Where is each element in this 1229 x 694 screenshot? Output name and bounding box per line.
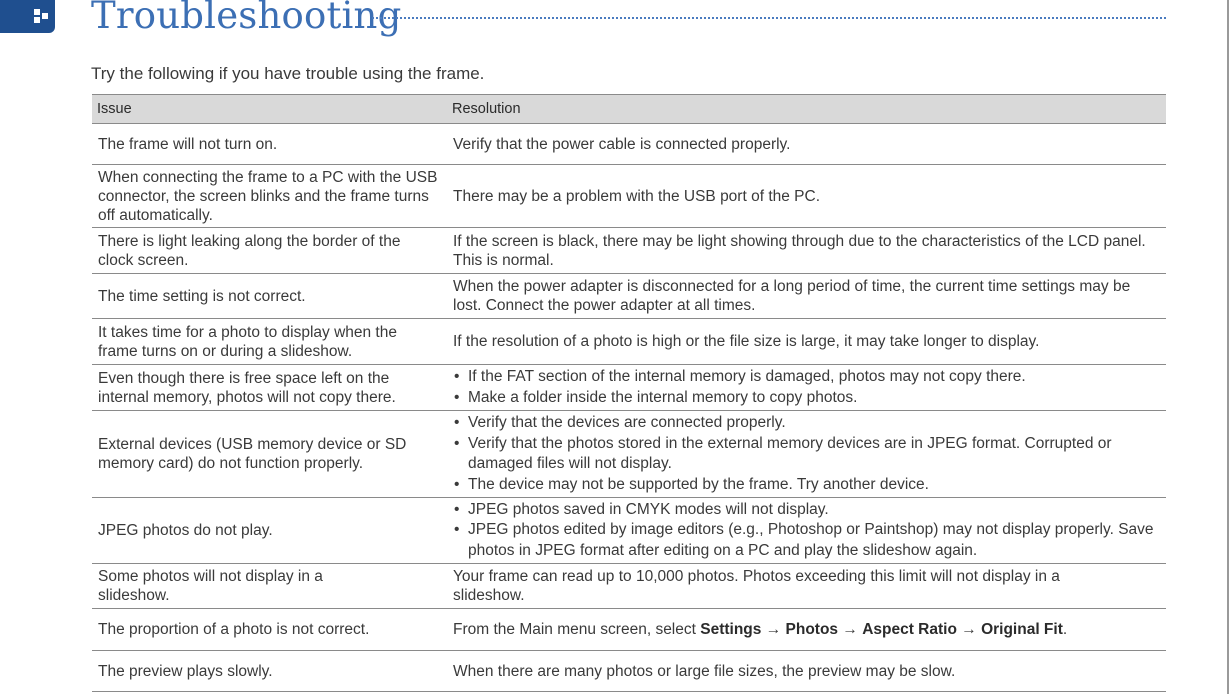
issue-cell: When connecting the frame to a PC with the USB connector, the screen blinks and the frame turns off automatically.: [92, 165, 447, 228]
resolution-cell: There may be a problem with the USB port of the PC.: [447, 165, 1166, 228]
issue-cell: The frame will not turn on.: [92, 124, 447, 165]
troubleshooting-table: [92, 94, 1166, 692]
resolution-bullet: • Verify that the photos stored in the external memory devices are in JPEG format. Corrupted or damaged files will not display.: [454, 434, 1112, 472]
title-divider: [372, 17, 1166, 19]
issue-cell: It takes time for a photo to display when the frame turns on or during a slideshow.: [92, 319, 447, 365]
resolution-bullet: • If the FAT section of the internal memory is damaged, photos may not copy there.: [454, 368, 1026, 385]
table-row: [92, 411, 1166, 498]
issue-cell: There is light leaking along the border of the clock screen.: [92, 228, 447, 274]
table-row: [92, 274, 1166, 319]
resolution-bullet-list: [453, 500, 1162, 562]
resolution-cell: If the screen is black, there may be light showing through due to the characteristics of the LCD panel. This is normal.: [447, 228, 1166, 274]
issue-cell: JPEG photos do not play.: [92, 498, 447, 564]
resolution-bullet: • The device may not be supported by the frame. Try another device.: [454, 475, 929, 493]
issue-cell: Some photos will not display in a slideshow.: [92, 564, 447, 609]
resolution-bullet: • JPEG photos edited by image editors (e.g., Photoshop or Paintshop) may not display properly. Save photos in JPEG format after editing on a PC and play the slideshow again.: [454, 521, 1154, 559]
issue-cell: The proportion of a photo is not correct.: [92, 609, 447, 651]
resolution-cell: [447, 365, 1166, 411]
table-row: [92, 651, 1166, 692]
resolution-cell: [447, 411, 1166, 498]
section-marker: [0, 0, 55, 33]
issue-column-header: Issue: [92, 95, 447, 124]
resolution-cell: When there are many photos or large file sizes, the preview may be slow.: [447, 651, 1166, 692]
issue-cell: External devices (USB memory device or SD memory card) do not function properly.: [92, 411, 447, 498]
table-row: [92, 124, 1166, 165]
section-marker-icon: [34, 9, 48, 23]
table-row: [92, 165, 1166, 228]
menu-step-photos: Photos: [785, 621, 839, 638]
table-row: [92, 319, 1166, 365]
table-row: [92, 498, 1166, 564]
table-row: [92, 365, 1166, 411]
table-header-row: [92, 95, 1166, 124]
resolution-cell: When the power adapter is disconnected for a long period of time, the current time settings may be lost. Connect the power adapter at all times.: [447, 274, 1166, 319]
resolution-bullet: • JPEG photos saved in CMYK modes will not display.: [454, 500, 829, 518]
resolution-bullet: • Verify that the devices are connected properly.: [454, 414, 786, 431]
resolution-bullet-list: [453, 413, 1162, 495]
table-row: [92, 609, 1166, 651]
issue-cell: The time setting is not correct.: [92, 274, 447, 319]
resolution-column-header: Resolution: [447, 95, 1166, 124]
table-row: [92, 564, 1166, 609]
resolution-cell: From the Main menu screen, select Settings → Photos → Aspect Ratio → Original Fit.: [447, 609, 1166, 651]
table-row: [92, 228, 1166, 274]
resolution-bullet-list: [453, 367, 1162, 408]
resolution-cell: If the resolution of a photo is high or the file size is large, it may take longer to display.: [447, 319, 1166, 365]
resolution-cell: [447, 498, 1166, 564]
menu-step-settings: Settings: [700, 621, 762, 638]
page-title: Troubleshooting: [91, 0, 402, 37]
intro-text: Try the following if you have trouble using the frame.: [91, 64, 485, 83]
resolution-bullet: • Make a folder inside the internal memory to copy photos.: [454, 388, 858, 406]
issue-cell: Even though there is free space left on the internal memory, photos will not copy there.: [92, 365, 447, 411]
menu-step-original-fit: Original Fit: [981, 621, 1063, 638]
issue-cell: The preview plays slowly.: [92, 651, 447, 692]
menu-step-aspect-ratio: Aspect Ratio: [862, 621, 957, 638]
resolution-cell: Your frame can read up to 10,000 photos. Photos exceeding this limit will not display in a slideshow.: [447, 564, 1166, 609]
resolution-cell: Verify that the power cable is connected properly.: [447, 124, 1166, 165]
